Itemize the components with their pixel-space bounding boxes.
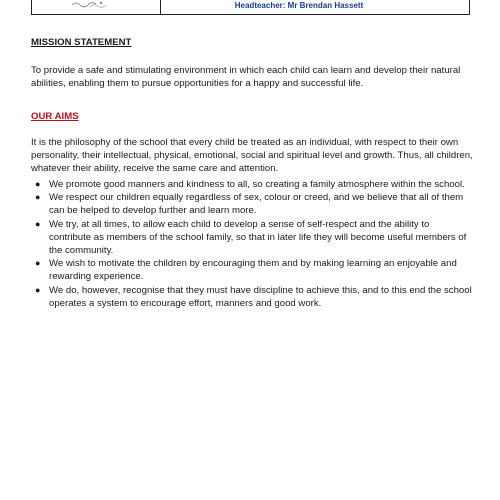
list-item-text: We respect our children equally regardless of sex, colour or creed, and we believe that all of them can be helped to develop further and learn more.: [49, 192, 464, 217]
list-item-text: We wish to motivate the children by encouraging them and by making learning an enjoyable and rewarding experience.: [49, 258, 457, 283]
bullet-icon: ●: [35, 218, 41, 229]
list-item: [31, 257, 473, 283]
mission-text: To provide a safe and stimulating environment in which each child can learn and develop their natural abilities, enabling them to pursue opportunities for a happy and successful life.: [31, 65, 461, 90]
school-logo-fragment: [70, 0, 110, 9]
aims-list: [31, 178, 473, 310]
bullet-icon: ●: [35, 258, 41, 269]
list-item-text: We try, at all times, to allow each child to develop a sense of self-respect and the ability to contribute as members of the school family, so that in later life they will become useful members of the community.: [49, 218, 467, 257]
bullet-icon: ●: [35, 192, 41, 203]
bullet-icon: ●: [35, 179, 41, 189]
list-item: [31, 191, 473, 217]
mission-heading: MISSION STATEMENT: [31, 37, 132, 48]
list-item-text: We do, however, recognise that they must have discipline to achieve this, and to this end the school operates a system to encourage effort, manners and good work.: [49, 284, 472, 309]
bullet-icon: ●: [35, 284, 41, 295]
headteacher-name: Headteacher: Mr Brendan Hassett: [234, 1, 364, 10]
list-item: [31, 284, 473, 310]
list-item-text: We promote good manners and kindness to all, so creating a family atmosphere within the school.: [49, 179, 465, 190]
aims-intro: It is the philosophy of the school that every child be treated as an individual, with respect to their own personality, their intellectual, physical, emotional, social and spiritual level and growth. Thus, all children, whatever their ability, receive the same care and attention.: [31, 137, 473, 175]
list-item: [31, 178, 473, 191]
list-item: [31, 218, 473, 258]
aims-heading: OUR AIMS: [31, 111, 79, 122]
